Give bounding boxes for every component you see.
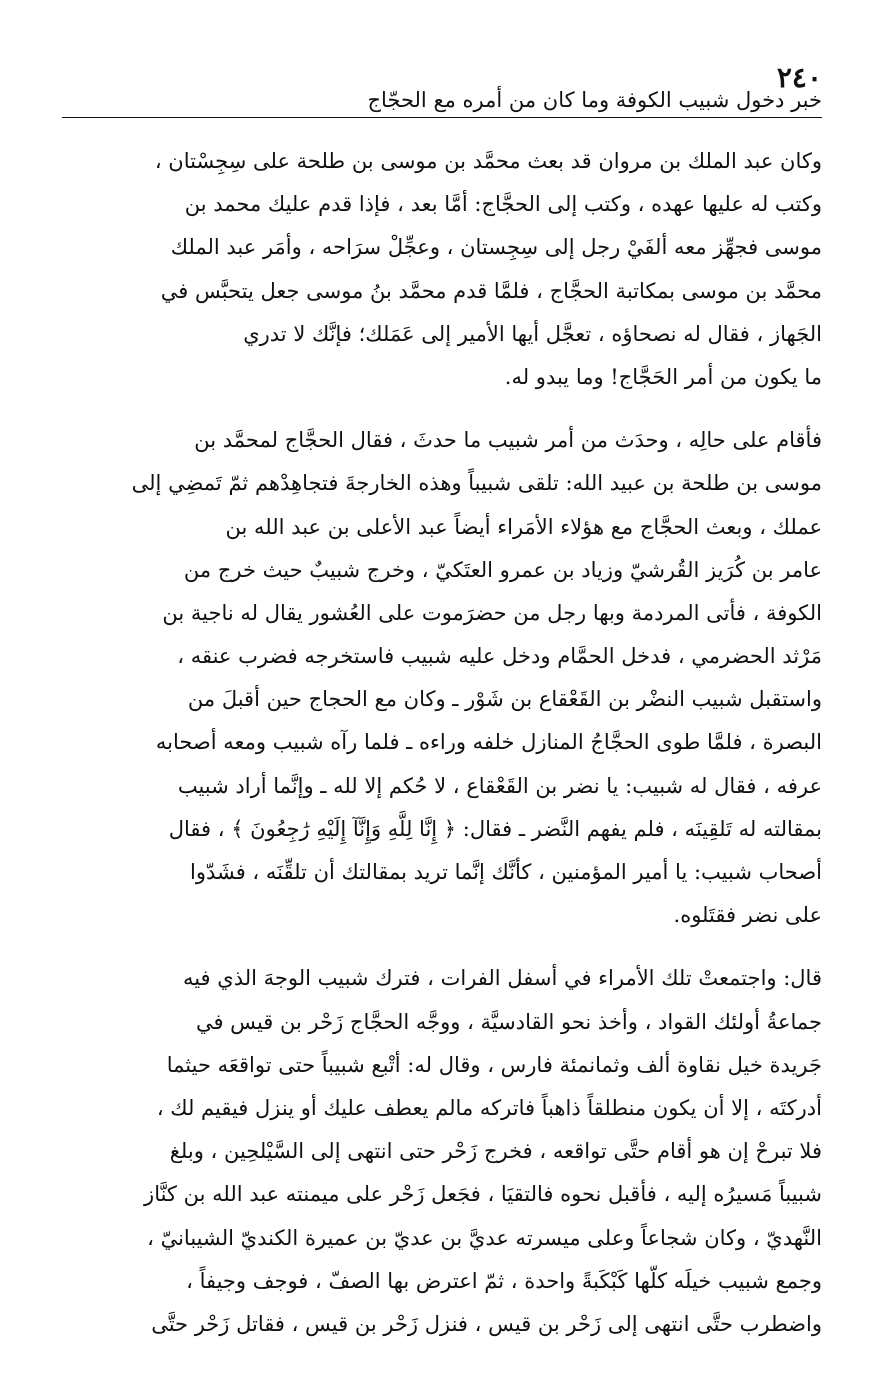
text-line: عامر بن كُرَيز القُرشيّ وزياد بن عمرو العتَكيّ ، وخرج شبيبٌ حيث خرج من [183, 557, 822, 582]
text-line: واضطرب حتَّى انتهى إلى زَحْر بن قيس ، فنزل زَحْر بن قيس ، فقاتل زَحْر حتَّى [151, 1311, 822, 1336]
text-line: وكان عبد الملك بن مروان قد بعث محمَّد بن موسى بن طلحة على سِجِسْتان ، [154, 149, 822, 173]
body-text [62, 140, 822, 1346]
text-line: موسى فجهِّز معه ألفَيْ رجل إلى سِجِستان ، وعجِّلْ سرَاحه ، وأمَر عبد الملك [170, 235, 822, 260]
text-line: مَرْثد الحضرمي ، فدخل الحمَّام ودخل عليه شبيب فاستخرجه فضرب عنقه ، [177, 644, 822, 669]
text-line: بمقالته له تَلقِينَه ، فلم يفهم النَّضر ـ فقال: ﴿ إِنَّا لِلَّهِ وَإِنَّآ إِلَيْهِ رَٰجِعُونَ ﴾ ، فقال [168, 816, 822, 841]
text-line: النَّهديّ ، وكان شجاعاً وعلى ميسرته عديَّ بن عديّ بن عميرة الكنديّ الشيبانيّ ، [147, 1225, 822, 1250]
text-line: جماعةُ أولئك القواد ، وأخذ نحو القادسيَّة ، ووجَّه الحجَّاج زَحْر بن قيس في [195, 1009, 822, 1034]
text-line: الكوفة ، فأتى المردمة وبها رجل من حضرَموت على العُشور يقال له ناجية بن [162, 600, 822, 625]
running-head [62, 60, 822, 112]
text-line: وجمع شبيب خيلَه كلّها كَبْكَبةً واحدة ، ثمّ اعترض بها الصفّ ، فوجف وجيفاً ، [186, 1268, 822, 1293]
paragraph-3 [62, 957, 822, 1346]
running-title: خبر دخول شبيب الكوفة وما كان من أمره مع الحجّاج [367, 88, 822, 112]
text-line: فلا تبرحْ إن هو أقام حتَّى تواقعه ، فخرج زَحْر حتى انتهى إلى السَّيْلحِين ، وبلغ [169, 1139, 822, 1164]
text-line: عملك ، وبعث الحجَّاج مع هؤلاء الأمَراء أيضاً عبد الأعلى بن عبد الله بن [225, 514, 822, 539]
header-rule [62, 117, 822, 118]
text-line: موسى بن طلحة بن عبيد الله: تلقى شبيباً وهذه الخارجةَ فتجاهِدْهم ثمّ تَمضِي إلى [131, 471, 822, 496]
text-line: محمَّد بن موسى بمكاتبة الحجَّاج ، فلمَّا قدم محمَّد بنُ موسى جعل يتحبَّس في [160, 278, 822, 303]
text-line: جَريدة خيل نقاوة ألف وثمانمئة فارس ، وقال له: أتْبع شبيباً حتى تواقعَه حيثما [166, 1052, 822, 1077]
text-line: الجَهاز ، فقال له نصحاؤه ، تعجَّل أيها الأمير إلى عَمَلك؛ فإنَّك لا تدري [243, 321, 822, 346]
text-line: وكتب له عليها عهده ، وكتب إلى الحجَّاج: أمَّا بعد ، فإذا قدم عليك محمد بن [184, 192, 822, 217]
paragraph-2 [62, 419, 822, 937]
text-line: قال: واجتمعتْ تلك الأمراء في أسفل الفرات ، فترك شبيب الوجهَ الذي فيه [182, 966, 822, 991]
text-line: البصرة ، فلمَّا طوى الحجَّاجُ المنازل خلفه وراءه ـ فلما رآه شبيب ومعه أصحابه [155, 730, 822, 755]
text-line: فأقام على حالِه ، وحدَث من أمر شبيب ما حدثَ ، فقال الحجَّاج لمحمَّد بن [194, 428, 822, 453]
book-page [62, 60, 822, 1336]
text-line: أدركتَه ، إلا أن يكون منطلقاً ذاهباً فاتركه مالم يعطف عليك أو ينزل فيقيم لك ، [156, 1095, 822, 1120]
text-line: واستقبل شبيب النضْر بن القَعْقاع بن شَوْر ـ وكان مع الحجاج حين أقبلَ من [187, 687, 822, 712]
text-line: ما يكون من أمر الحَجَّاج! وما يبدو له. [504, 364, 822, 389]
text-line: أصحاب شبيب: يا أمير المؤمنين ، كأنَّك إنَّما تريد بمقالتك أن تلقِّنَه ، فشَدّوا [189, 860, 822, 884]
text-line: على نضر فقتَلوه. [673, 903, 822, 928]
text-line: عرفه ، فقال له شبيب: يا نضر بن القَعْقاع ، لا حُكم إلا لله ـ وإنَّما أراد شبيب [177, 773, 822, 798]
text-line: شبيباً مَسيرُه إليه ، فأقبل نحوه فالتقيَا ، فجَعل زَحْر على ميمنته عبد الله بن كنَّاز [144, 1182, 822, 1207]
paragraph-1 [62, 140, 822, 399]
page-number: ٢٤٠ [776, 61, 822, 94]
